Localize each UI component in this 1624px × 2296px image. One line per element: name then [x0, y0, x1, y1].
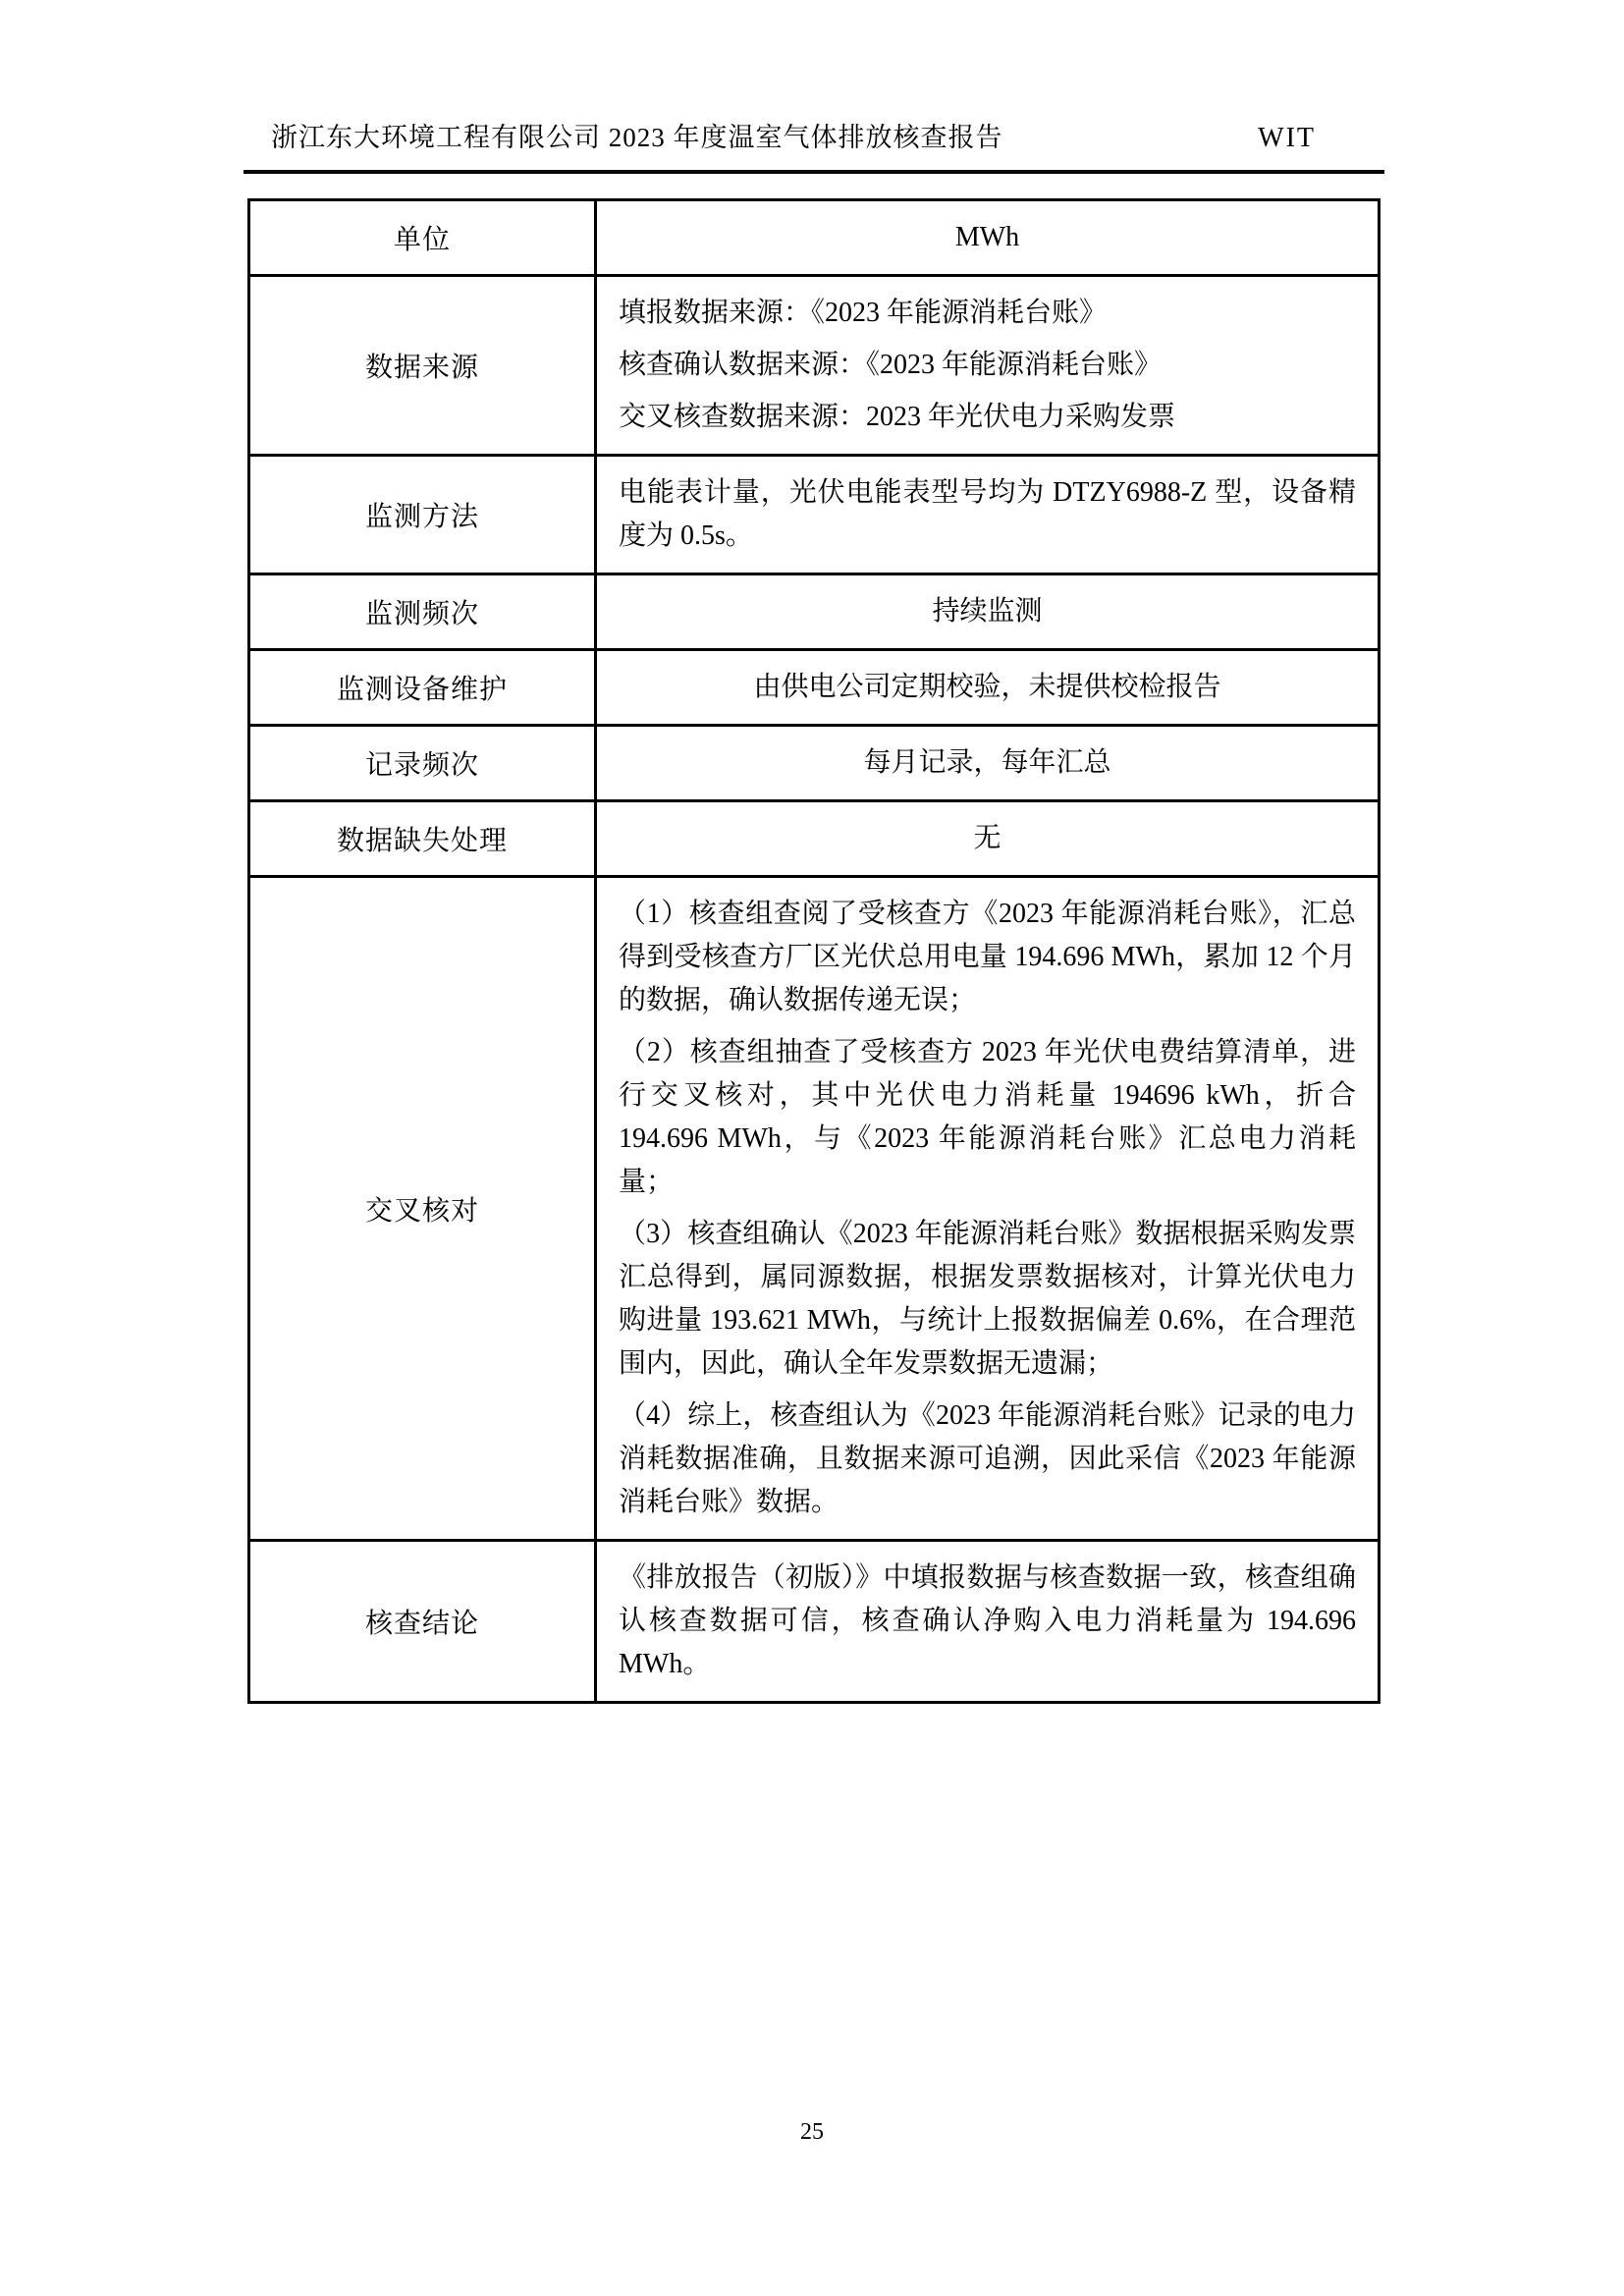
- report-title: 浙江东大环境工程有限公司 2023 年度温室气体排放核查报告: [271, 123, 1003, 152]
- cell-paragraph: 填报数据来源：《2023 年能源消耗台账》: [619, 298, 1108, 328]
- row-label: 交叉核对: [249, 877, 596, 1541]
- row-label: 单位: [249, 200, 596, 276]
- row-value: [596, 650, 1380, 726]
- table-row: [249, 276, 1380, 456]
- row-value: [596, 801, 1380, 877]
- cell-paragraph: 电能表计量，光伏电能表型号均为 DTZY6988-Z 型，设备精度为 0.5s。: [619, 477, 1356, 551]
- row-label: 监测频次: [249, 574, 596, 650]
- table-row: [249, 574, 1380, 650]
- row-label: 数据来源: [249, 276, 596, 456]
- row-label: 记录频次: [249, 726, 596, 801]
- page-footer: [0, 2119, 1624, 2146]
- cell-paragraph: 无: [973, 823, 1001, 853]
- row-label: 核查结论: [249, 1541, 596, 1703]
- row-value: [596, 276, 1380, 456]
- table-row: [249, 650, 1380, 726]
- row-label: 数据缺失处理: [249, 801, 596, 877]
- header-logo-text: WIT: [1258, 123, 1316, 153]
- cell-paragraph: MWh: [954, 222, 1020, 252]
- cell-paragraph: 《排放报告（初版）》中填报数据与核查数据一致，核查组确认核查数据可信，核查确认净购入电力消耗量为 194.696 MWh。: [619, 1562, 1356, 1679]
- row-value: [596, 200, 1380, 276]
- row-label: 监测方法: [249, 456, 596, 574]
- row-value: [596, 1541, 1380, 1703]
- row-value: [596, 574, 1380, 650]
- cell-paragraph: （1）核查组查阅了受核查方《2023 年能源消耗台账》，汇总得到受核查方厂区光伏总用电量 194.696 MWh，累加 12 个月的数据，确认数据传递无误；: [619, 899, 1356, 1015]
- table-row: [249, 801, 1380, 877]
- cell-paragraph: 核查确认数据来源：《2023 年能源消耗台账》: [619, 350, 1163, 380]
- monitoring-data-table: [247, 198, 1380, 1704]
- page-number: 25: [800, 2119, 824, 2145]
- cell-paragraph: （3）核查组确认《2023 年能源消耗台账》数据根据采购发票汇总得到，属同源数据，根据发票数据核对，计算光伏电力购进量 193.621 MWh，与统计上报数据偏差 0.6%，在合理范围内，因此，确认全年发票数据无遗漏；: [619, 1219, 1356, 1379]
- cell-paragraph: 每月记录，每年汇总: [863, 747, 1111, 778]
- row-value: [596, 456, 1380, 574]
- row-label: 监测设备维护: [249, 650, 596, 726]
- table-row: [249, 200, 1380, 276]
- table-row: [249, 726, 1380, 801]
- cell-paragraph: 交叉核查数据来源：2023 年光伏电力采购发票: [619, 402, 1176, 432]
- cell-paragraph: 由供电公司定期校验，未提供校检报告: [753, 672, 1221, 702]
- row-value: [596, 877, 1380, 1541]
- cell-paragraph: （4）综上，核查组认为《2023 年能源消耗台账》记录的电力消耗数据准确，且数据来源可追溯，因此采信《2023 年能源消耗台账》数据。: [619, 1400, 1356, 1517]
- row-value: [596, 726, 1380, 801]
- table-row: [249, 456, 1380, 574]
- table-row: [249, 877, 1380, 1541]
- table-row: [249, 1541, 1380, 1703]
- page-header: [244, 0, 1384, 174]
- cell-paragraph: 持续监测: [932, 596, 1043, 627]
- cell-paragraph: （2）核查组抽查了受核查方 2023 年光伏电费结算清单，进行交叉核对，其中光伏电力消耗量 194696 kWh，折合 194.696 MWh，与《2023 年能源消耗台账》汇总电力消耗量；: [619, 1037, 1356, 1197]
